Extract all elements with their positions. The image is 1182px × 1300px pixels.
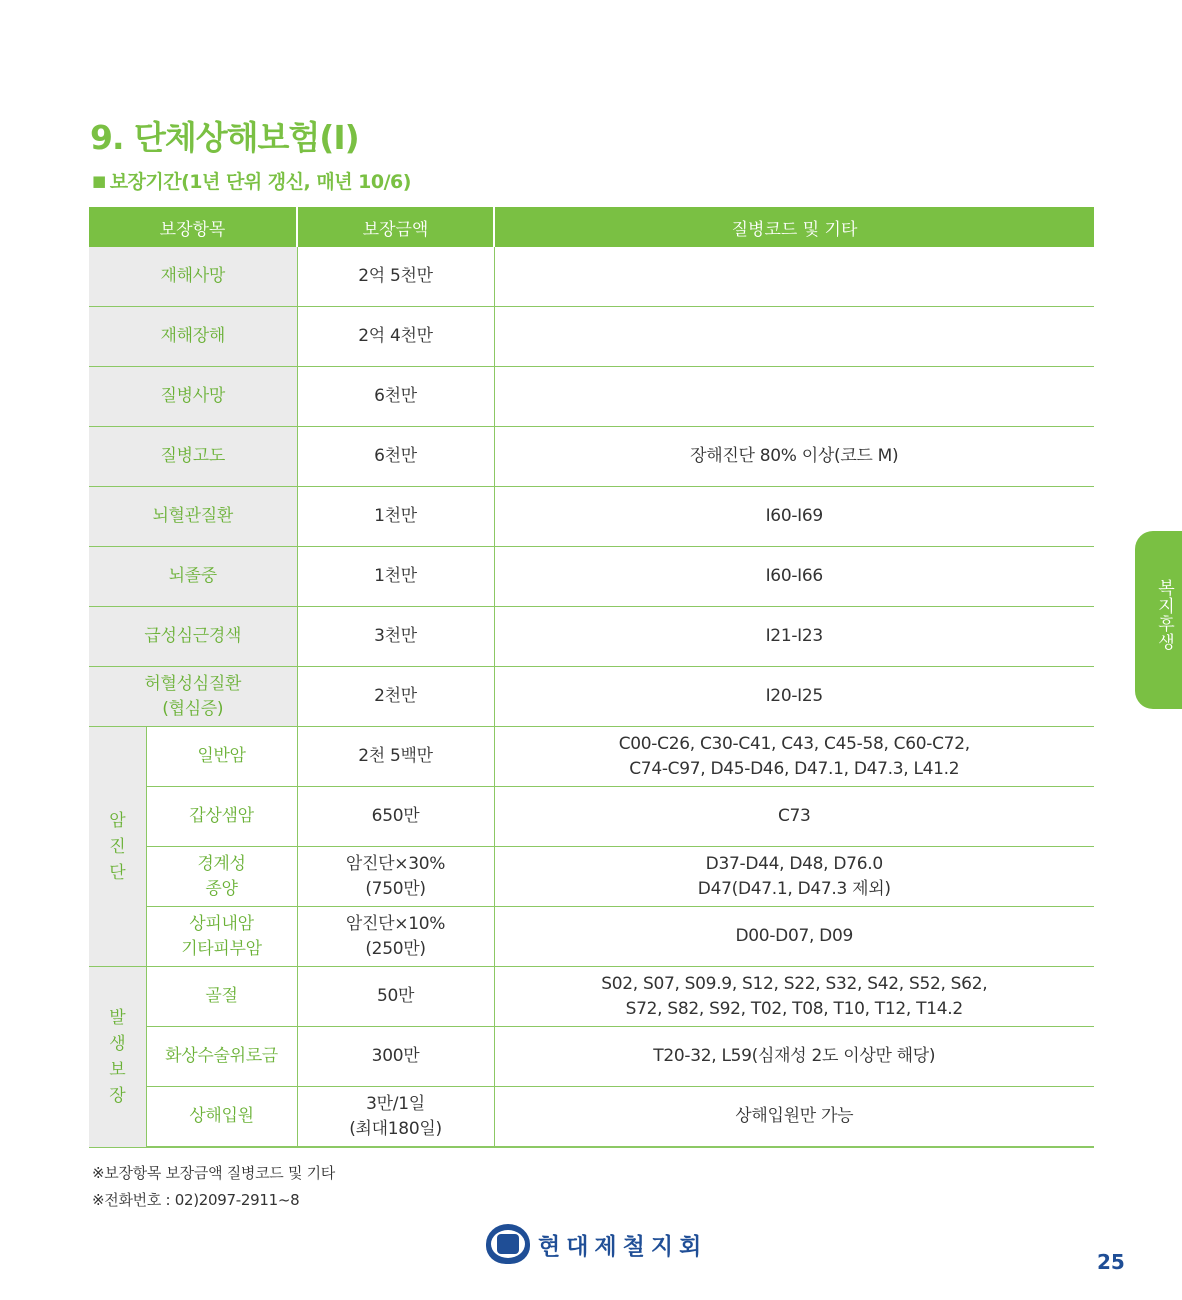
footnote-2: ※전화번호 : 02)2097-2911~8 bbox=[92, 1191, 300, 1209]
row-item: 갑상샘암 bbox=[146, 787, 297, 847]
page-number: 25 bbox=[1097, 1250, 1125, 1274]
page-title: 9. 단체상해보험(Ⅰ) bbox=[90, 118, 359, 157]
header-item: 보장항목 bbox=[89, 207, 297, 247]
row-item: 뇌혈관질환 bbox=[89, 487, 297, 547]
row-item-line1: 허혈성심질환 bbox=[144, 673, 242, 694]
row-item bbox=[146, 847, 297, 907]
row-item-line1: 상피내암 bbox=[189, 913, 254, 934]
row-code bbox=[494, 307, 1094, 367]
row-amount: 2천만 bbox=[297, 667, 494, 727]
union-emblem-icon bbox=[486, 1224, 530, 1264]
cancer-group-label bbox=[89, 727, 146, 967]
row-amount: 1천만 bbox=[297, 487, 494, 547]
side-tab-label: 복지후생 bbox=[1154, 579, 1174, 651]
table-row bbox=[89, 427, 1094, 487]
row-code: T20-32, L59(심재성 2도 이상만 해당) bbox=[494, 1027, 1094, 1087]
row-item: 뇌졸중 bbox=[89, 547, 297, 607]
row-item: 골절 bbox=[146, 967, 297, 1027]
row-code-line2: S72, S82, S92, T02, T08, T10, T12, T14.2 bbox=[625, 998, 963, 1019]
group-char: 생 bbox=[109, 1033, 126, 1054]
row-amount: 2천 5백만 bbox=[297, 727, 494, 787]
row-amount-line1: 암진단×10% bbox=[345, 913, 446, 934]
row-item: 화상수술위로금 bbox=[146, 1027, 297, 1087]
row-code bbox=[494, 367, 1094, 427]
row-amount-line2: (750만) bbox=[365, 878, 426, 899]
row-code bbox=[494, 247, 1094, 307]
row-amount-line2: (최대180일) bbox=[349, 1118, 442, 1139]
row-code: I60-I69 bbox=[494, 487, 1094, 547]
table-row bbox=[89, 967, 1094, 1027]
row-item-line2: 기타피부암 bbox=[181, 938, 262, 959]
row-amount: 2억 4천만 bbox=[297, 307, 494, 367]
row-item: 재해장해 bbox=[89, 307, 297, 367]
row-item-line1: 경계성 bbox=[197, 853, 246, 874]
group-char: 단 bbox=[109, 862, 126, 883]
side-tab-welfare[interactable] bbox=[1135, 531, 1182, 709]
table-row bbox=[89, 787, 1094, 847]
logo-text: 현대제철지회 bbox=[538, 1233, 708, 1260]
square-bullet-icon: ■ bbox=[92, 172, 106, 190]
row-amount-line1: 암진단×30% bbox=[345, 853, 446, 874]
subtitle-text: 보장기간(1년 단위 갱신, 매년 10/6) bbox=[109, 171, 411, 193]
row-code: I20-I25 bbox=[494, 667, 1094, 727]
group-char: 암 bbox=[109, 810, 126, 831]
group-char: 보 bbox=[109, 1059, 126, 1080]
row-code bbox=[494, 847, 1094, 907]
group-char: 장 bbox=[109, 1085, 126, 1106]
table-row bbox=[89, 367, 1094, 427]
row-amount: 50만 bbox=[297, 967, 494, 1027]
table-row bbox=[89, 487, 1094, 547]
occurrence-group-label bbox=[89, 967, 146, 1148]
row-code-line2: C74-C97, D45-D46, D47.1, D47.3, L41.2 bbox=[629, 758, 960, 779]
row-amount-line2: (250만) bbox=[365, 938, 426, 959]
row-code: D00-D07, D09 bbox=[494, 907, 1094, 967]
union-logo bbox=[486, 1222, 707, 1266]
row-code: 상해입원만 가능 bbox=[494, 1087, 1094, 1148]
row-item bbox=[89, 667, 297, 727]
table-row bbox=[89, 1087, 1094, 1148]
row-item-line2: 종양 bbox=[205, 878, 238, 899]
table-header-row bbox=[89, 207, 1094, 247]
table-row bbox=[89, 907, 1094, 967]
header-amount: 보장금액 bbox=[297, 207, 494, 247]
row-amount: 300만 bbox=[297, 1027, 494, 1087]
footnote-1: ※보장항목 보장금액 질병코드 및 기타 bbox=[92, 1164, 335, 1182]
table-row bbox=[89, 247, 1094, 307]
row-amount: 6천만 bbox=[297, 427, 494, 487]
table-row bbox=[89, 1027, 1094, 1087]
row-amount: 650만 bbox=[297, 787, 494, 847]
row-item: 급성심근경색 bbox=[89, 607, 297, 667]
table-row bbox=[89, 547, 1094, 607]
header-code: 질병코드 및 기타 bbox=[494, 207, 1094, 247]
row-amount: 6천만 bbox=[297, 367, 494, 427]
row-amount bbox=[297, 847, 494, 907]
row-item: 질병사망 bbox=[89, 367, 297, 427]
row-amount: 1천만 bbox=[297, 547, 494, 607]
row-code bbox=[494, 967, 1094, 1027]
row-code-line1: D37-D44, D48, D76.0 bbox=[705, 853, 883, 874]
row-amount-line1: 3만/1일 bbox=[366, 1093, 425, 1114]
row-amount bbox=[297, 1087, 494, 1148]
row-code: I60-I66 bbox=[494, 547, 1094, 607]
table-row bbox=[89, 607, 1094, 667]
row-code-line1: S02, S07, S09.9, S12, S22, S32, S42, S52, S62, bbox=[601, 973, 988, 994]
row-item: 질병고도 bbox=[89, 427, 297, 487]
group-char: 발 bbox=[109, 1007, 126, 1028]
row-code-line1: C00-C26, C30-C41, C43, C45-58, C60-C72, bbox=[618, 733, 970, 754]
row-amount: 3천만 bbox=[297, 607, 494, 667]
section-subtitle bbox=[92, 167, 411, 194]
group-char: 진 bbox=[109, 836, 126, 857]
row-code: 장해진단 80% 이상(코드 M) bbox=[494, 427, 1094, 487]
row-item-line2: (협심증) bbox=[162, 698, 224, 719]
row-amount: 2억 5천만 bbox=[297, 247, 494, 307]
row-item: 일반암 bbox=[146, 727, 297, 787]
row-code: I21-I23 bbox=[494, 607, 1094, 667]
table-row bbox=[89, 727, 1094, 787]
row-code bbox=[494, 727, 1094, 787]
coverage-table bbox=[89, 207, 1094, 1148]
row-code: C73 bbox=[494, 787, 1094, 847]
row-item: 재해사망 bbox=[89, 247, 297, 307]
table-row bbox=[89, 307, 1094, 367]
table-row bbox=[89, 847, 1094, 907]
table-row bbox=[89, 667, 1094, 727]
row-item: 상해입원 bbox=[146, 1087, 297, 1148]
row-item bbox=[146, 907, 297, 967]
row-amount bbox=[297, 907, 494, 967]
row-code-line2: D47(D47.1, D47.3 제외) bbox=[697, 878, 891, 899]
